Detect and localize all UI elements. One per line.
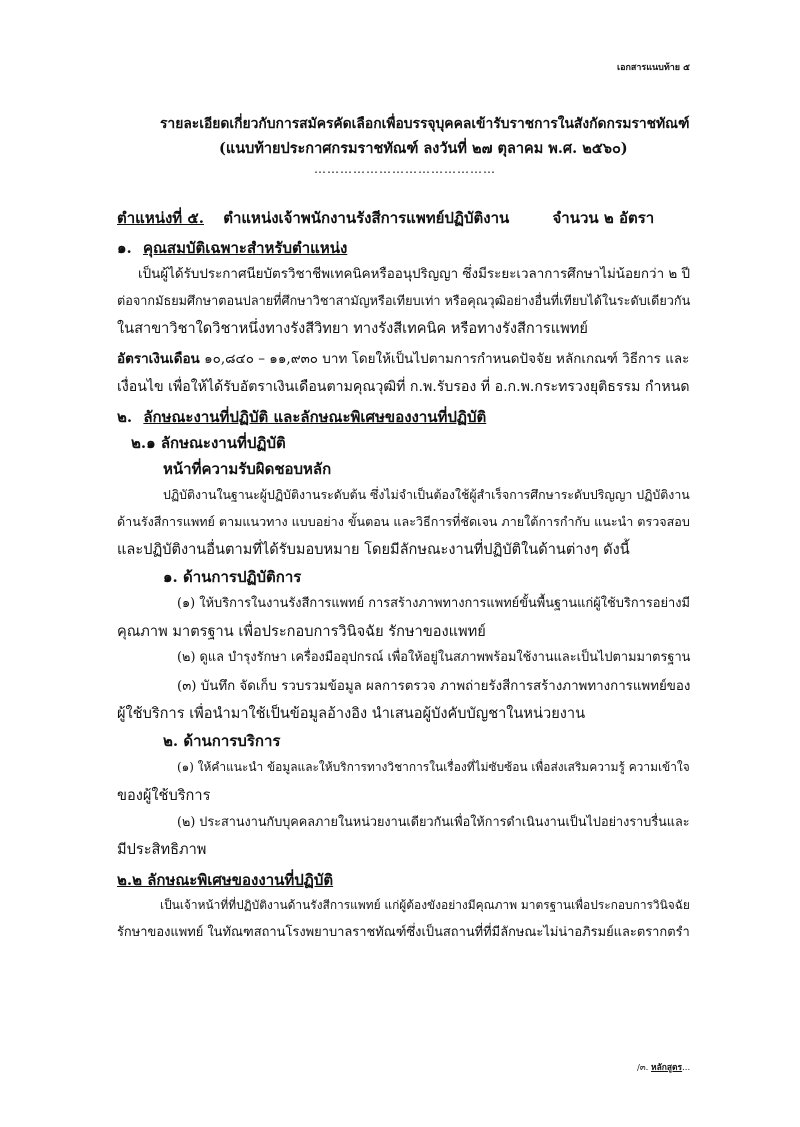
section1-heading bbox=[117, 241, 347, 256]
position-label: ตำแหน่งที่ ๕. bbox=[117, 209, 204, 227]
subsection-2-1: ๒.๑ ลักษณะงานที่ปฏิบัติ bbox=[131, 434, 286, 452]
operations-item-1b: คุณภาพ มาตรฐาน เพื่อประกอบการวินิจฉัย รักษาของแพทย์ bbox=[117, 623, 486, 640]
service-item-2a: (๒) ประสานงานกับบุคคลภายในหน่วยงานเดียวกันเพื่อให้การดำเนินงานเป็นไปอย่างราบรื่นและ bbox=[177, 814, 690, 829]
document-subtitle: (แนบท้ายประกาศกรมราชทัณฑ์ ลงวันที่ ๒๗ ตุลาคม พ.ศ. ๒๕๖๐) bbox=[219, 140, 628, 157]
duties-heading: หน้าที่ความรับผิดชอบหลัก bbox=[163, 460, 332, 478]
operations-heading: ๑. ด้านการปฏิบัติการ bbox=[163, 568, 302, 586]
service-heading: ๒. ด้านการบริการ bbox=[163, 732, 281, 750]
salary-range: ๑๐,๘๔๐ – ๑๑,๙๓๐ บาท โดยให้เป็นไปตามการกำหนดปัจจัย หลักเกณฑ์ วิธีการ และ bbox=[204, 351, 690, 367]
duties-intro-2: ด้านรังสีการแพทย์ ตามแนวทาง แบบอย่าง ขั้นตอน และวิธีการที่ชัดเจน ภายใต้การกำกับ แนะนำ ตรวจสอบ bbox=[117, 514, 690, 529]
operations-item-1a: (๑) ให้บริการในงานรังสีการแพทย์ การสร้างภาพทางการแพทย์ขั้นพื้นฐานแก่ผู้ใช้บริการอย่างมี bbox=[177, 596, 690, 611]
salary-line-2: เงื่อนไข เพื่อให้ได้รับอัตราเงินเดือนตามคุณวุฒิที่ ก.พ.รับรอง ที่ อ.ก.พ.กระทรวงยุติธรรม กำหนด bbox=[117, 379, 690, 395]
next-page-prefix: /๓. bbox=[637, 1062, 649, 1072]
annex-label: เอกสารแนบท้าย ๕ bbox=[617, 63, 690, 73]
position-heading bbox=[117, 211, 654, 226]
next-page-label: หลักสูตร bbox=[651, 1062, 683, 1072]
special-line-1: เป็นเจ้าหน้าที่ที่ปฏิบัติงานด้านรังสีการแพทย์ แก่ผู้ต้องขังอย่างมีคุณภาพ มาตรฐานเพื่อประกอบการวินิจฉัย bbox=[160, 898, 690, 912]
duties-intro-3: และปฏิบัติงานอื่นตามที่ได้รับมอบหมาย โดยมีลักษณะงานที่ปฏิบัติในด้านต่างๆ ดังนี้ bbox=[117, 541, 630, 558]
title-separator: …………………………………… bbox=[314, 162, 496, 176]
service-item-1b: ของผู้ใช้บริการ bbox=[117, 787, 211, 804]
duties-intro-1: ปฏิบัติงานในฐานะผู้ปฏิบัติงานระดับต้น ซึ่งไม่จำเป็นต้องใช้ผู้สำเร็จการศึกษาระดับปริญญา ปฏิบัติงาน bbox=[163, 488, 690, 502]
document-title: รายละเอียดเกี่ยวกับการสมัครคัดเลือกเพื่อบรรจุบุคคลเข้ารับราชการในสังกัดกรมราชทัณฑ์ bbox=[160, 116, 690, 132]
salary-label: อัตราเงินเดือน bbox=[117, 351, 200, 367]
section2-heading bbox=[117, 410, 486, 425]
position-count: จำนวน ๒ อัตรา bbox=[552, 209, 655, 227]
operations-item-3b: ผู้ใช้บริการ เพื่อนำมาใช้เป็นข้อมูลอ้างอิง นำเสนอผู้บังคับบัญชาในหน่วยงาน bbox=[117, 705, 586, 722]
salary-line-1 bbox=[117, 353, 689, 366]
subsection-2-2: ๒.๒ ลักษณะพิเศษของงานที่ปฏิบัติ bbox=[117, 871, 334, 889]
special-line-2: รักษาของแพทย์ ในทัณฑสถานโรงพยาบาลราชทัณฑ์ซึ่งเป็นสถานที่ที่มีลักษณะไม่น่าอภิรมย์และตรากตรำ bbox=[117, 925, 690, 940]
qualification-line-3: ในสาขาวิชาใดวิชาหนึ่งทางรังสีวิทยา ทางรังสีเทคนิค หรือทางรังสีการแพทย์ bbox=[117, 320, 588, 337]
operations-item-3a: (๓) บันทึก จัดเก็บ รวบรวมข้อมูล ผลการตรวจ ภาพถ่ายรังสีการสร้างภาพทางการแพทย์ของ bbox=[177, 679, 691, 694]
position-name: ตำแหน่งเจ้าพนักงานรังสีการแพทย์ปฏิบัติงาน bbox=[223, 209, 510, 227]
qualification-line-1: เป็นผู้ได้รับประกาศนียบัตรวิชาชีพเทคนิคหรืออนุปริญญา ซึ่งมีระยะเวลาการศึกษาไม่น้อยกว่า ๒ ปี bbox=[138, 267, 691, 282]
section2-title: ลักษณะงานที่ปฏิบัติ และลักษณะพิเศษของงานที่ปฏิบัติ bbox=[143, 408, 487, 426]
operations-item-2: (๒) ดูแล บำรุงรักษา เครื่องมืออุปกรณ์ เพื่อให้อยู่ในสภาพพร้อมใช้งานและเป็นไปตามมาตรฐาน bbox=[177, 650, 691, 665]
section1-title: คุณสมบัติเฉพาะสำหรับตำแหน่ง bbox=[142, 239, 348, 257]
next-page-suffix: ... bbox=[682, 1062, 691, 1072]
service-item-1a: (๑) ให้คำแนะนำ ข้อมูลและให้บริการทางวิชาการในเรื่องที่ไม่ซับซ้อน เพื่อส่งเสริมความรู้ ความเข้าใจ bbox=[177, 760, 690, 774]
service-item-2b: มีประสิทธิภาพ bbox=[117, 841, 207, 858]
section1-number: ๑. bbox=[117, 239, 132, 257]
qualification-line-2: ต่อจากมัธยมศึกษาตอนปลายที่ศึกษาวิชาสามัญหรือเทียบเท่า หรือคุณวุฒิอย่างอื่นที่เทียบได้ในระดับเดียวกัน bbox=[117, 293, 691, 308]
section2-number: ๒. bbox=[117, 408, 133, 426]
next-page-marker bbox=[637, 1063, 690, 1071]
